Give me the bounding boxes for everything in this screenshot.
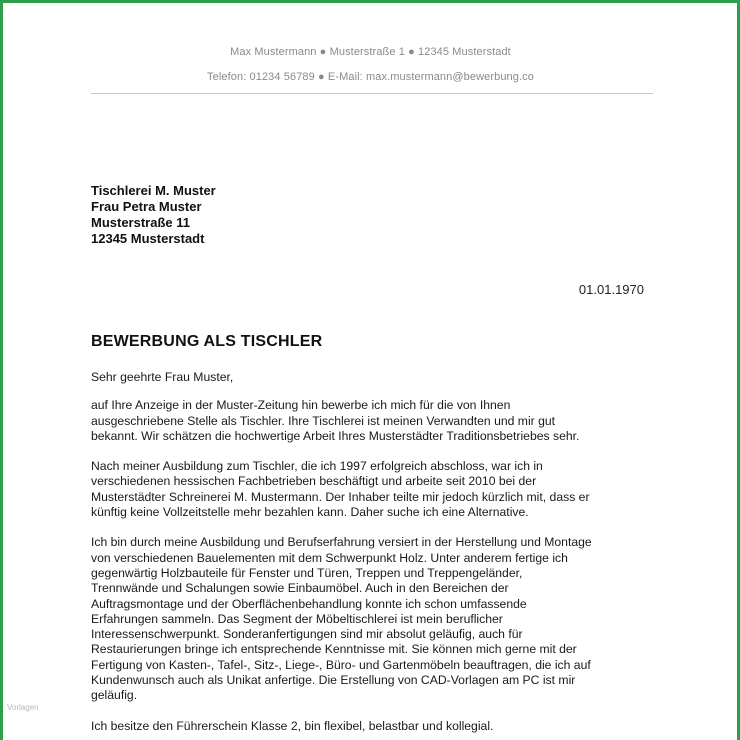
paragraph-3 [91,535,666,703]
letter-subject: BEWERBUNG ALS TISCHLER [91,333,323,350]
text-line: Restaurierungen bringe ich entsprechende Kenntnisse mit. Sie können mich gerne mit der [91,642,577,657]
text-line: Ich besitze den Führerschein Klasse 2, bin flexibel, belastbar und kollegial. [91,718,494,733]
text-line: Auftragsmontage und der Oberflächenbehandlung konnte ich schon umfassende [91,596,527,611]
text-line: Kundenwunsch auch als Unikat anfertige. Die Erstellung von CAD-Vorlagen am PC ist mir [91,673,576,688]
text-line: bekannt. Wir schätzen die hochwertige Arbeit Ihres Musterstädter Traditionsbetriebes sehr. [91,428,580,443]
text-line: Erfahrungen sammeln. Das Segment der Möbeltischlerei ist mein beruflicher [91,611,503,626]
recipient-contact: Frau Petra Muster [91,199,202,214]
letter-page [3,3,737,740]
paragraph-4 [91,719,666,734]
text-line: Trennwände und Schalungen sowie Einbaumöbel. Auch in den Bereichen der [91,581,509,596]
text-line: verschiedenen hessischen Fachbetrieben beschäftigt und arbeite seit 2010 bei der [91,474,537,489]
watermark: Vorlagen [7,703,39,712]
text-line: Interessenschwerpunkt. Sonderanfertigungen sind mir absolut geläufig, auch für [91,627,523,642]
recipient-street: Musterstraße 11 [91,215,190,230]
text-line: Musterstädter Schreinerei M. Mustermann. Der Inhaber teilte mir jedoch kürzlich mit, dass er [91,489,590,504]
text-line: Ich bin durch meine Ausbildung und Berufserfahrung versiert in der Herstellung und Montage [91,535,592,550]
sender-address: Max Mustermann ● Musterstraße 1 ● 12345 Musterstadt [230,46,511,58]
paragraph-1 [91,398,666,444]
sender-contact: Telefon: 01234 56789 ● E-Mail: max.mustermann@bewerbung.co [207,71,534,83]
text-line: von verschiedenen Bauelementen mit dem Schwerpunkt Holz. Unter anderem fertige ich [91,550,568,565]
text-line: Nach meiner Ausbildung zum Tischler, die ich 1997 erfolgreich abschloss, war ich in [91,459,543,474]
recipient-address [91,183,216,247]
salutation: Sehr geehrte Frau Muster, [91,370,234,384]
paragraph-2 [91,459,666,520]
header-divider [91,93,653,94]
text-line: ausgeschriebene Stelle als Tischler. Ihre Tischlerei ist meinen Verwandten und mir gut [91,413,556,428]
recipient-city: 12345 Musterstadt [91,231,205,246]
text-line: künftig keine Vollzeitstelle mehr bezahlen kann. Daher suche ich eine Alternative. [91,505,529,520]
text-line: auf Ihre Anzeige in der Muster-Zeitung hin bewerbe ich mich für die von Ihnen [91,398,511,413]
text-line: gegenwärtig Holzbauteile für Fenster und Türen, Treppen und Treppengeländer, [91,565,523,580]
text-line: Fertigung von Kasten-, Tafel-, Sitz-, Liege-, Büro- und Gartenmöbeln beauftragen, die ich auf [91,657,591,672]
letter-body [91,370,666,740]
letter-date: 01.01.1970 [578,282,644,297]
recipient-company: Tischlerei M. Muster [91,183,216,198]
text-line: geläufig. [91,688,138,703]
page-frame [3,3,737,740]
